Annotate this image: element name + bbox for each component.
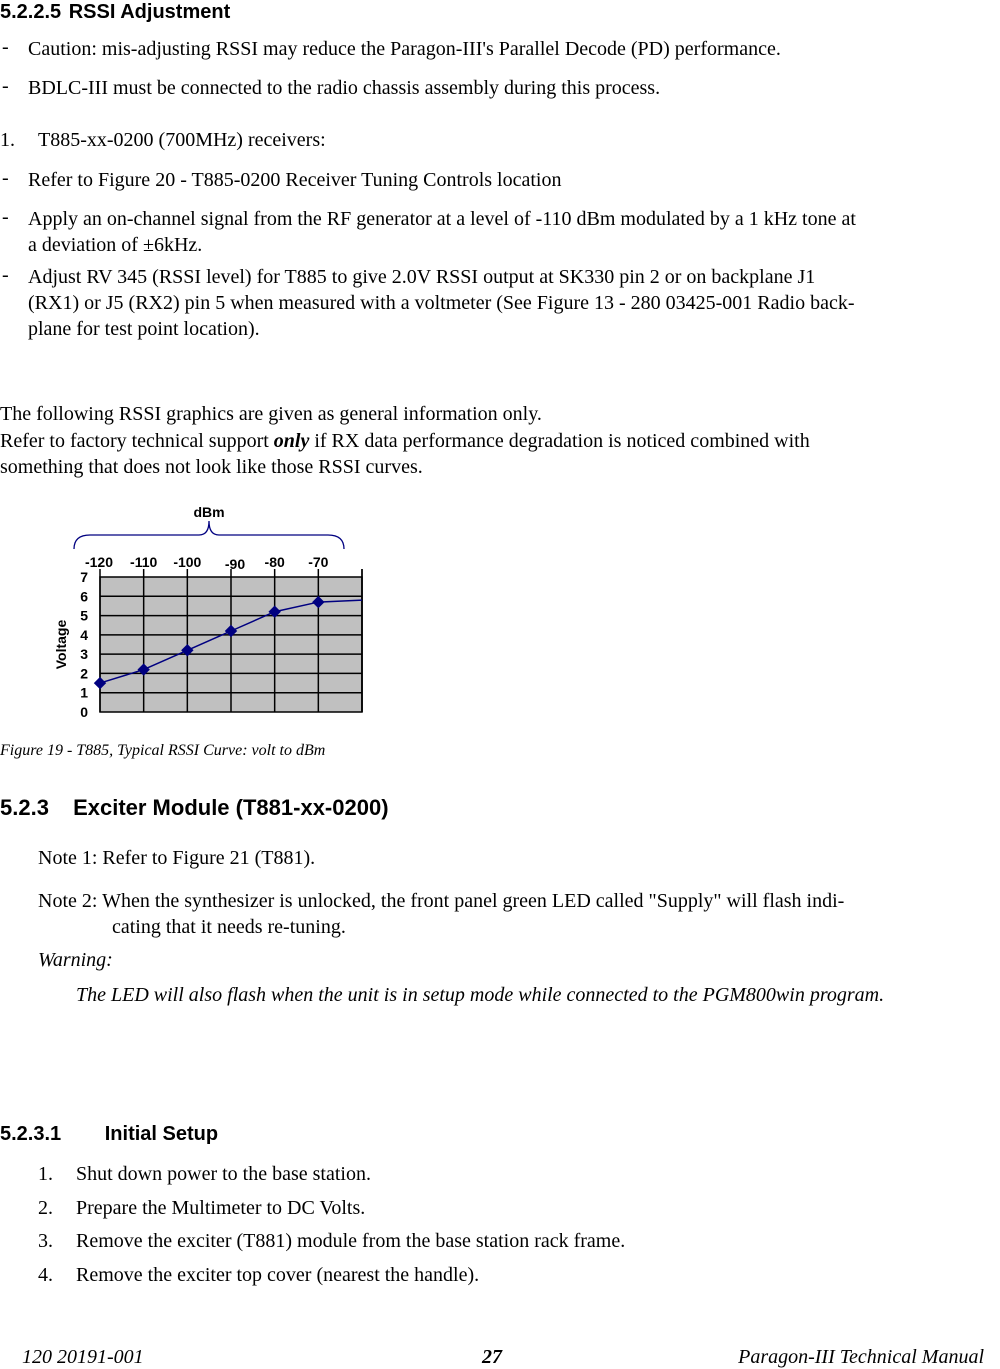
x-tick-label: -120 (84, 554, 114, 570)
section-heading (0, 1122, 218, 1146)
list-number: 1. (0, 129, 15, 151)
info-text (0, 428, 810, 454)
y-tick-label: 3 (80, 646, 88, 663)
note-text: Note 2: When the synthesizer is unlocked, the front panel green LED called "Supply" will flash indi- (38, 890, 845, 912)
x-tick-label: -110 (130, 554, 158, 570)
note-text: Note 1: Refer to Figure 21 (T881). (38, 847, 316, 869)
x-axis-label: dBm (193, 505, 225, 520)
x-tick-label: -70 (308, 554, 329, 570)
bullet-dash: - (2, 167, 9, 189)
section-number: 5.2.3 (0, 795, 49, 820)
emphasis-text: only (273, 430, 310, 452)
bullet-text: (RX1) or J5 (RX2) pin 5 when measured with a voltmeter (See Figure 13 - 280 03425-001 Radio back- (28, 292, 855, 314)
bullet-text: Adjust RV 345 (RSSI level) for T885 to give 2.0V RSSI output at SK330 pin 2 or on backplane J1 (28, 266, 816, 288)
x-tick-label: -100 (173, 554, 202, 570)
x-tick-label: -90 (224, 556, 246, 572)
bullet-dash: - (2, 36, 9, 58)
section-heading (0, 795, 389, 821)
footer-doc-number: 120 20191-001 (22, 1346, 144, 1368)
bullet-text: a deviation of ±6kHz. (28, 234, 203, 256)
step-number: 2. (38, 1197, 53, 1219)
section-title: RSSI Adjustment (68, 1, 231, 23)
axis-brace (74, 521, 344, 549)
bullet-text: BDLC-III must be connected to the radio chassis assembly during this process. (28, 77, 661, 99)
bullet-text: Caution: mis-adjusting RSSI may reduce the Paragon-III's Parallel Decode (PD) performance. (28, 38, 781, 60)
y-tick-label: 4 (80, 626, 88, 643)
y-axis-label: Voltage (53, 619, 69, 670)
info-text-part: if RX data performance degradation is noticed combined with (309, 430, 810, 452)
step-text: Remove the exciter (T881) module from the base station rack frame. (76, 1230, 626, 1252)
info-text: something that does not look like those RSSI curves. (0, 456, 423, 478)
section-number: 5.2.3.1 (0, 1123, 62, 1145)
y-tick-label: 0 (80, 704, 88, 720)
bullet-dash: - (2, 206, 9, 228)
section-title: Exciter Module (T881-xx-0200) (73, 795, 389, 820)
y-tick-label: 5 (80, 607, 88, 624)
step-text: Prepare the Multimeter to DC Volts. (76, 1197, 366, 1219)
note-text: cating that it needs re-tuning. (112, 916, 346, 938)
y-tick-label: 6 (80, 588, 88, 605)
step-number: 1. (38, 1163, 53, 1185)
warning-label: Warning: (38, 949, 113, 971)
step-number: 3. (38, 1230, 53, 1252)
warning-text: The LED will also flash when the unit is in setup mode while connected to the PGM800win program. (76, 984, 885, 1006)
bullet-text: plane for test point location). (28, 318, 260, 340)
rssi-chart (40, 505, 380, 725)
bullet-text: Refer to Figure 20 - T885-0200 Receiver Tuning Controls location (28, 169, 562, 191)
y-tick-label: 7 (80, 569, 88, 585)
bullet-dash: - (2, 75, 9, 97)
y-tick-label: 2 (80, 665, 88, 682)
step-text: Shut down power to the base station. (76, 1163, 371, 1185)
bullet-text: Apply an on-channel signal from the RF generator at a level of -110 dBm modulated by a 1 kHz tone at (28, 208, 856, 230)
step-number: 4. (38, 1264, 53, 1286)
bullet-dash: - (2, 264, 9, 286)
section-heading (0, 0, 230, 24)
footer-manual-title: Paragon-III Technical Manual (738, 1346, 984, 1368)
footer-page-number: 27 (482, 1346, 502, 1368)
x-tick-label: -80 (264, 554, 285, 570)
info-text-part: Refer to factory technical support (0, 430, 274, 452)
section-title: Initial Setup (104, 1123, 219, 1145)
info-text: The following RSSI graphics are given as general information only. (0, 403, 542, 425)
step-text: Remove the exciter top cover (nearest the handle). (76, 1264, 480, 1286)
section-number: 5.2.2.5 (0, 1, 62, 23)
y-tick-label: 1 (80, 684, 88, 701)
figure-caption: Figure 19 - T885, Typical RSSI Curve: volt to dBm (0, 742, 326, 759)
list-item-text: T885-xx-0200 (700MHz) receivers: (38, 129, 326, 151)
